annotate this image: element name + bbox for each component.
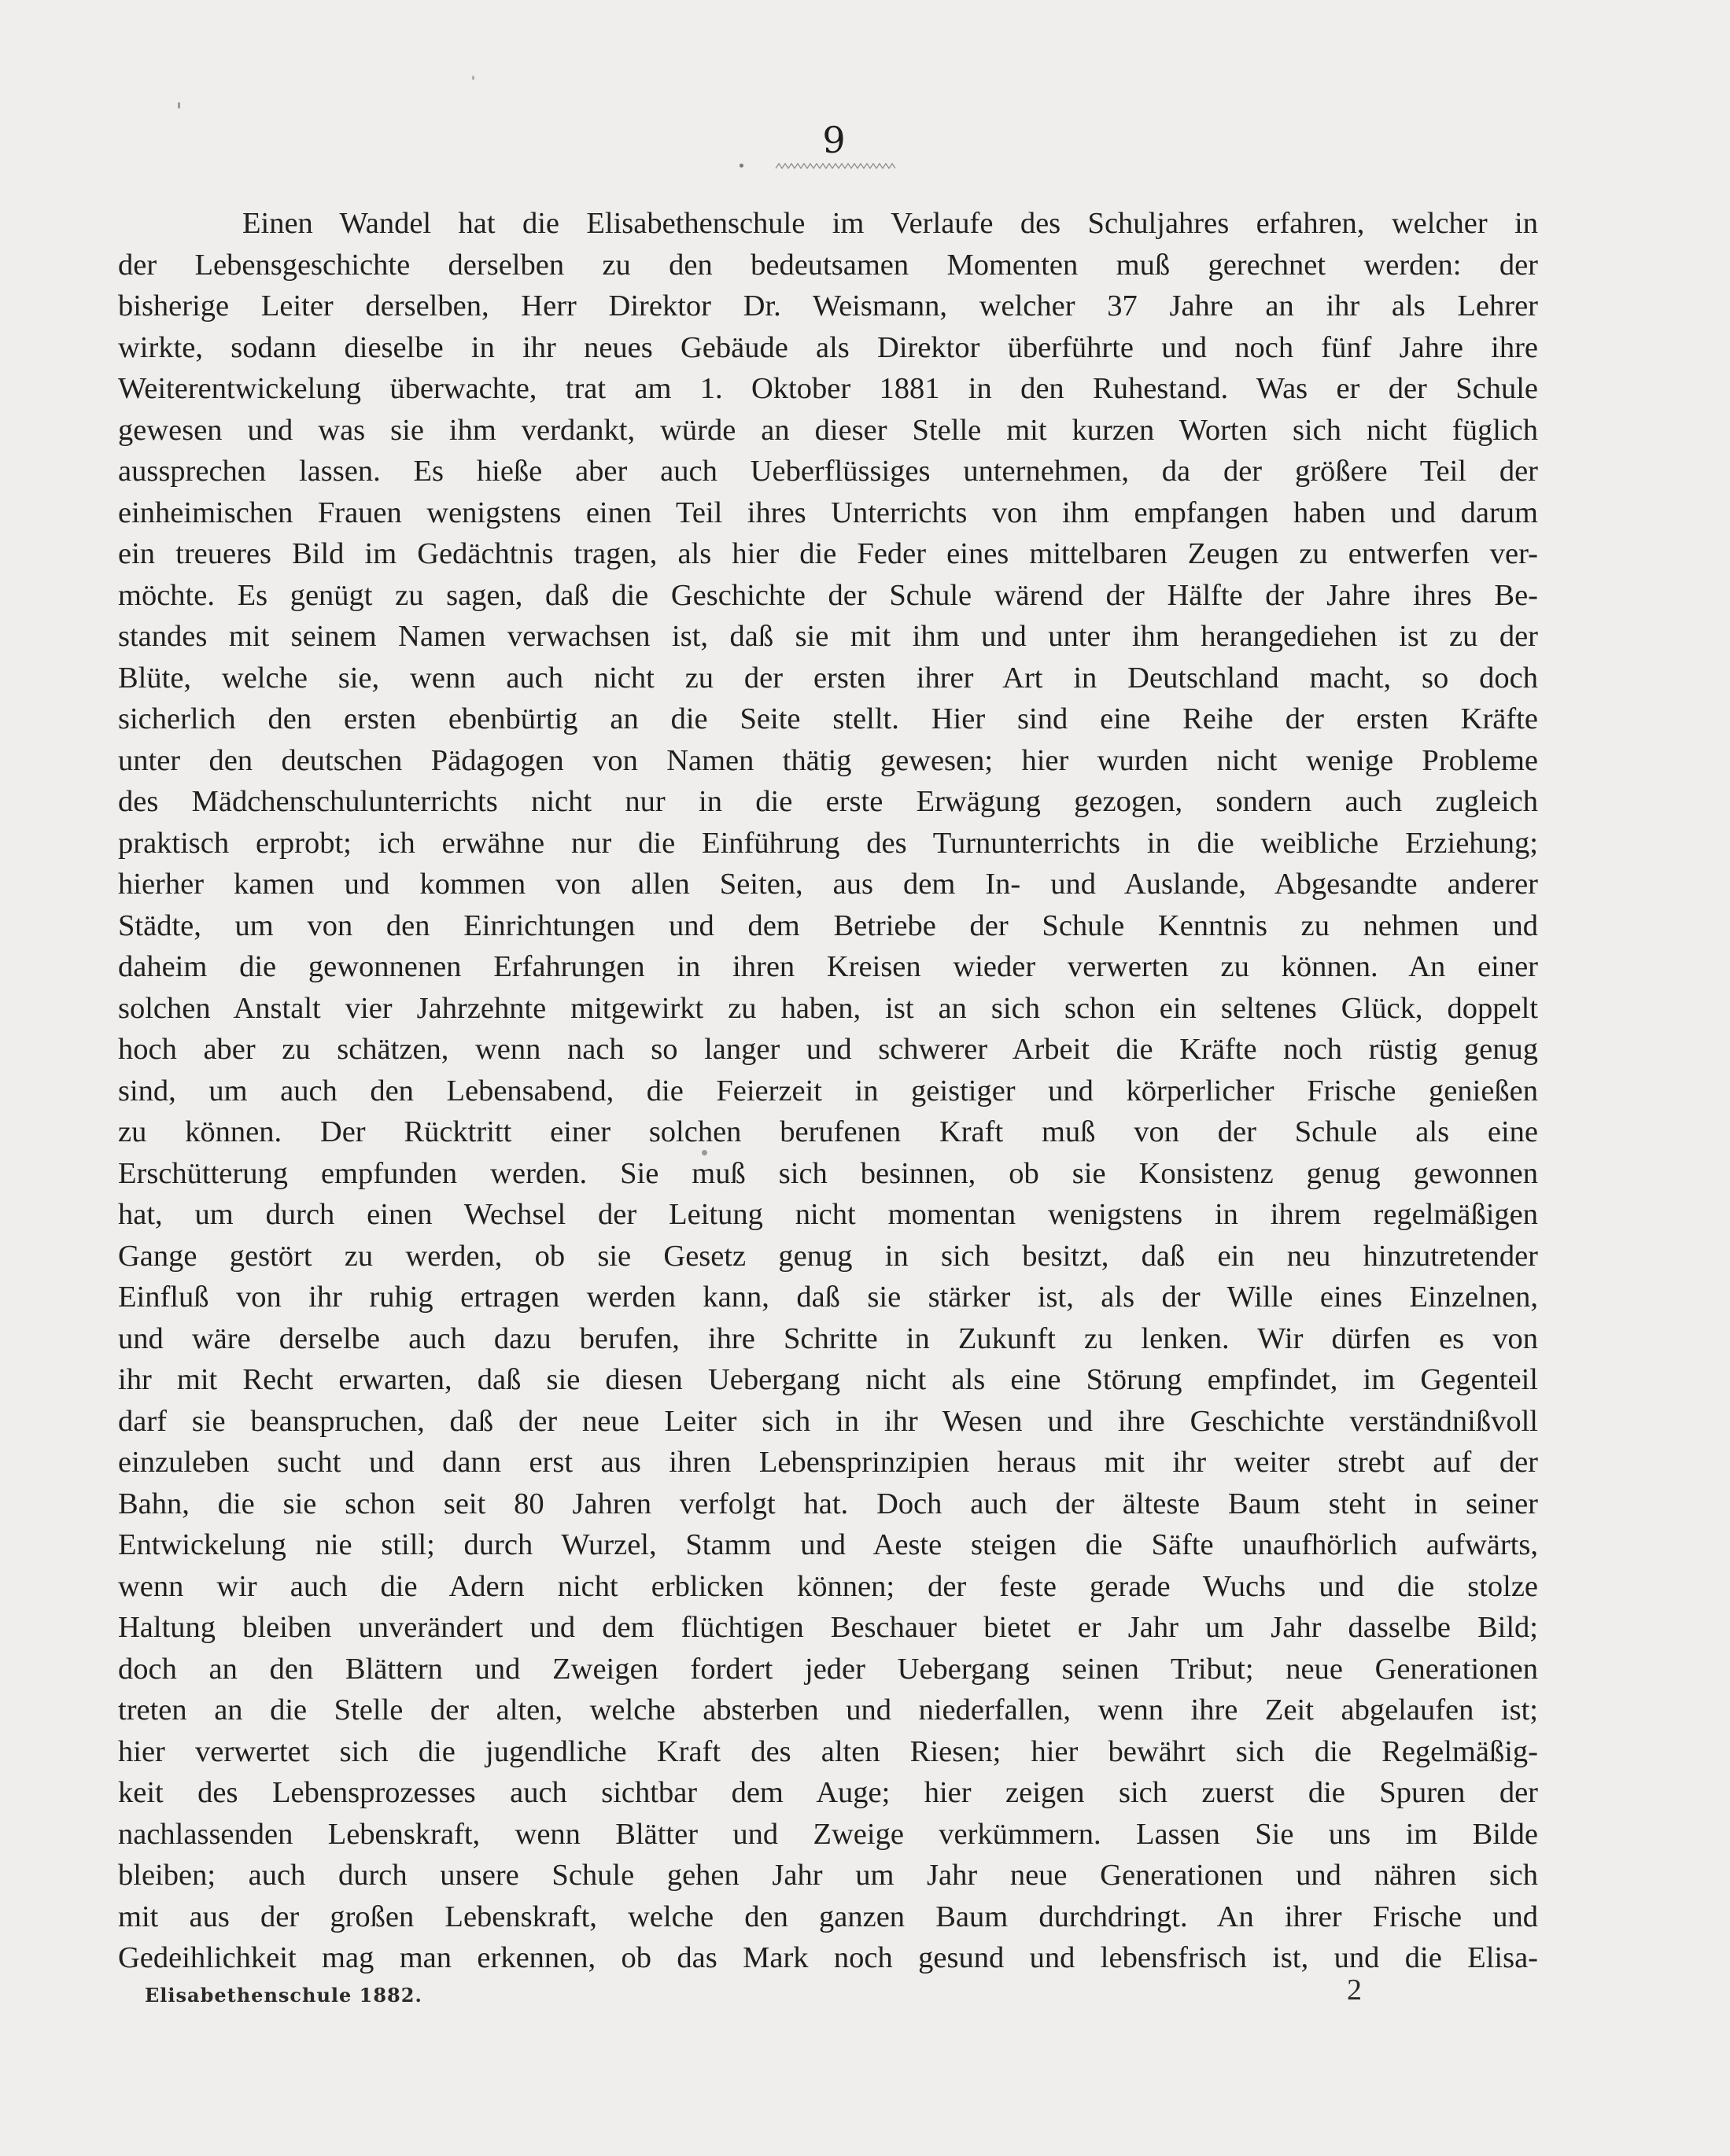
text-line: Haltung bleiben unverändert und dem flüchtigen Beschauer bietet er Jahr um Jahr dasselbe Bild;: [118, 1611, 1538, 1644]
text-line: zu können. Der Rücktritt einer solchen berufenen Kraft muß von der Schule als eine: [118, 1115, 1538, 1148]
text-line: treten an die Stelle der alten, welche absterben und niederfallen, wenn ihre Zeit abgelaufen ist;: [118, 1693, 1538, 1727]
text-line: Einen Wandel hat die Elisabethenschule im Verlaufe des Schuljahres erfahren, welcher in: [242, 207, 1538, 240]
text-line: Einfluß von ihr ruhig ertragen werden kann, daß sie stärker ist, als der Wille eines Einzelnen,: [118, 1281, 1538, 1314]
text-line: standes mit seinem Namen verwachsen ist, daß sie mit ihm und unter ihm herangediehen ist zu der: [118, 620, 1538, 653]
text-line: der Lebensgeschichte derselben zu den bedeutsamen Momenten muß gerechnet werden: der: [118, 248, 1538, 282]
text-line: Entwickelung nie still; durch Wurzel, Stamm und Aeste steigen die Säfte unaufhörlich aufwärts,: [118, 1528, 1538, 1561]
page-number: 9: [822, 119, 846, 161]
text-line: Weiterentwickelung überwachte, trat am 1. Oktober 1881 in den Ruhestand. Was er der Schule: [118, 372, 1538, 405]
text-line: Blüte, welche sie, wenn auch nicht zu der ersten ihrer Art in Deutschland macht, so doch: [118, 661, 1538, 695]
footer-signature: Elisabethenschule 1882.: [145, 1984, 422, 2007]
text-line: einzuleben sucht und dann erst aus ihren Lebensprinzipien heraus mit ihr weiter strebt auf der: [118, 1446, 1538, 1479]
text-line: möchte. Es genügt zu sagen, daß die Geschichte der Schule wärend der Hälfte der Jahre ihres Be-: [118, 578, 1538, 612]
body-text: [118, 203, 1538, 1979]
text-line: gewesen und was sie ihm verdankt, würde an dieser Stelle mit kurzen Worten sich nicht füglich: [118, 413, 1538, 447]
speck-mark: [472, 76, 474, 80]
text-line: hat, um durch einen Wechsel der Leitung nicht momentan wenigstens in ihrem regelmäßigen: [118, 1198, 1538, 1231]
text-line: hier verwertet sich die jugendliche Kraft des alten Riesen; hier bewährt sich die Regelmäßig-: [118, 1734, 1538, 1768]
text-line: Städte, um von den Einrichtungen und dem Betriebe der Schule Kenntnis zu nehmen und: [118, 908, 1538, 942]
text-line: Gange gestört zu werden, ob sie Gesetz genug in sich besitzt, daß ein neu hinzutretender: [118, 1239, 1538, 1273]
text-line: doch an den Blättern und Zweigen fordert jeder Uebergang seinen Tribut; neue Generationen: [118, 1652, 1538, 1686]
text-line: einheimischen Frauen wenigstens einen Teil ihres Unterrichts von ihm empfangen haben und darum: [118, 496, 1538, 529]
text-line: Erschütterung empfunden werden. Sie muß sich besinnen, ob sie Konsistenz genug gewonnen: [118, 1156, 1538, 1190]
text-line: des Mädchenschulunterrichts nicht nur in die erste Erwägung gezogen, sondern auch zugleich: [118, 785, 1538, 818]
text-line: daheim die gewonnenen Erfahrungen in ihren Kreisen wieder verwerten zu können. An einer: [118, 950, 1538, 983]
text-line: und wäre derselbe auch dazu berufen, ihre Schritte in Zukunft zu lenken. Wir dürfen es von: [118, 1321, 1538, 1355]
text-line: hoch aber zu schätzen, wenn nach so langer und schwerer Arbeit die Kräfte noch rüstig genug: [118, 1033, 1538, 1066]
text-line: solchen Anstalt vier Jahrzehnte mitgewirkt zu haben, ist an sich schon ein seltenes Glück, doppelt: [118, 991, 1538, 1025]
text-line: Bahn, die sie schon seit 80 Jahren verfolgt hat. Doch auch der älteste Baum steht in seiner: [118, 1487, 1538, 1520]
ornament-rule: [774, 160, 897, 171]
text-line: nachlassenden Lebenskraft, wenn Blätter und Zweige verkümmern. Lassen Sie uns im Bilde: [118, 1817, 1538, 1851]
text-line: bisherige Leiter derselben, Herr Direktor Dr. Weismann, welcher 37 Jahre an ihr als Lehrer: [118, 289, 1538, 322]
text-line: keit des Lebensprozesses auch sichtbar dem Auge; hier zeigen sich zuerst die Spuren der: [118, 1776, 1538, 1809]
text-line: hierher kamen und kommen von allen Seiten, aus dem In- und Auslande, Abgesandte anderer: [118, 868, 1538, 901]
text-line: wirkte, sodann dieselbe in ihr neues Gebäude als Direktor überführte und noch fünf Jahre ihre: [118, 330, 1538, 364]
text-line: wenn wir auch die Adern nicht erblicken können; der feste gerade Wuchs und die stolze: [118, 1569, 1538, 1603]
text-line: aussprechen lassen. Es hieße aber auch Ueberflüssiges unternehmen, da der größere Teil der: [118, 455, 1538, 488]
speck-mark: [740, 164, 743, 168]
text-line: darf sie beanspruchen, daß der neue Leiter sich in ihr Wesen und ihre Geschichte verständnißvoll: [118, 1404, 1538, 1438]
speck-mark: [178, 102, 180, 109]
text-line: ein treueres Bild im Gedächtnis tragen, als hier die Feder eines mittelbaren Zeugen zu entwerfen ver-: [118, 537, 1538, 570]
text-line: mit aus der großen Lebenskraft, welche den ganzen Baum durchdringt. An ihrer Frische und: [118, 1900, 1538, 1933]
text-line: sicherlich den ersten ebenbürtig an die Seite stellt. Hier sind eine Reihe der ersten Kräfte: [118, 702, 1538, 735]
text-line: ihr mit Recht erwarten, daß sie diesen Uebergang nicht als eine Störung empfindet, im Gegenteil: [118, 1363, 1538, 1396]
text-line: unter den deutschen Pädagogen von Namen thätig gewesen; hier wurden nicht wenige Probleme: [118, 743, 1538, 777]
text-line: sind, um auch den Lebensabend, die Feierzeit in geistiger und körperlicher Frische genießen: [118, 1074, 1538, 1107]
footer-sheet-number: 2: [1347, 1974, 1362, 2007]
text-line: Gedeihlichkeit mag man erkennen, ob das Mark noch gesund und lebensfrisch ist, und die Elisa-: [118, 1941, 1538, 1974]
text-line: bleiben; auch durch unsere Schule gehen Jahr um Jahr neue Generationen und nähren sich: [118, 1859, 1538, 1892]
text-line: praktisch erprobt; ich erwähne nur die Einführung des Turnunterrichts in die weibliche Erziehung;: [118, 826, 1538, 860]
